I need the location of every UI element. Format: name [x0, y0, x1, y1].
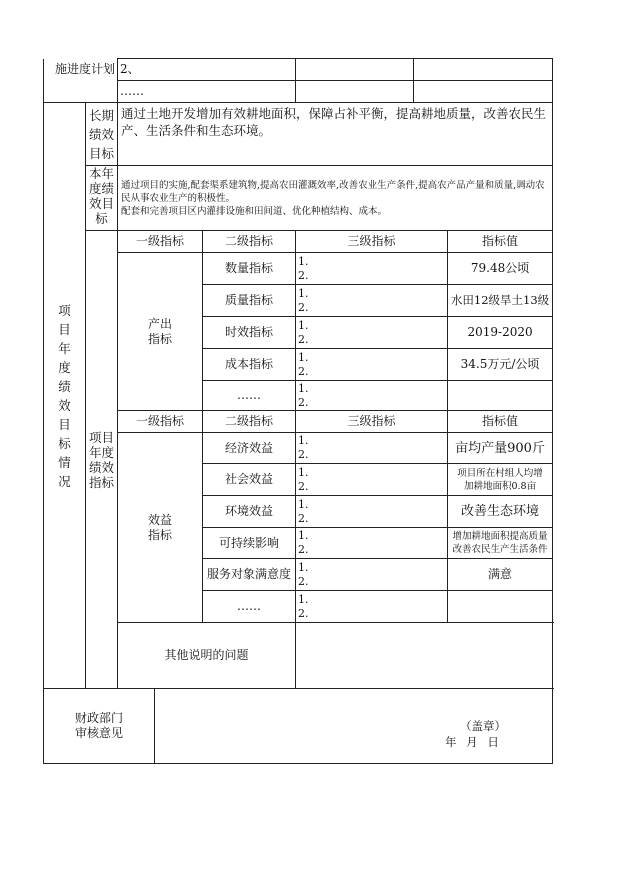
output-level2: 质量指标 [203, 285, 296, 317]
long-term-goal-text[interactable]: 通过土地开发增加有效耕地面积，保障占补平衡，提高耕地质量，改善农民生产、生活条件和生态环境。 [118, 103, 553, 166]
output-level3[interactable]: 1. 2. [296, 253, 448, 285]
schedule-label: 施进度计划 [44, 59, 118, 103]
output-level3[interactable]: 1. 2. [296, 285, 448, 317]
benefit-value[interactable]: 项目所在村组人均增加耕地面积0.8亩 [448, 464, 553, 496]
header-level1: 一级指标 [118, 411, 203, 433]
finance-review-field[interactable] [155, 689, 553, 764]
benefit-level3[interactable]: 1. 2. [296, 559, 448, 591]
output-value[interactable]: 34.5万元/公顷 [448, 349, 553, 381]
header-level1: 一级指标 [118, 231, 203, 253]
schedule-cell[interactable] [414, 81, 553, 103]
long-term-label: 长期绩效目标 [88, 108, 114, 161]
benefit-value[interactable]: 改善生态环境 [448, 496, 553, 528]
benefit-value[interactable]: 亩均产量900斤 [448, 433, 553, 464]
benefit-value[interactable]: 满意 [448, 559, 553, 591]
benefit-level2: 服务对象满意度 [203, 559, 296, 591]
output-level2: 成本指标 [203, 349, 296, 381]
this-year-label: 本年度绩效目标 [88, 166, 114, 226]
benefit-level2: 可持续影响 [203, 528, 296, 559]
output-level2: …… [203, 381, 296, 411]
benefit-level2: 社会效益 [203, 464, 296, 496]
long-term-label-cell [86, 103, 118, 166]
output-level2: 时效指标 [203, 317, 296, 349]
benefit-value[interactable] [448, 591, 553, 623]
date-text: 年 月 日 [445, 735, 502, 749]
benefit-level2: 经济效益 [203, 433, 296, 464]
output-value[interactable]: 水田12级旱土13级 [448, 285, 553, 317]
header-value: 指标值 [448, 231, 553, 253]
other-issues-field[interactable] [296, 623, 553, 689]
finance-label-line: 审核意见 [75, 726, 124, 740]
benefit-level2: 环境效益 [203, 496, 296, 528]
benefit-level3[interactable]: 1. 2. [296, 496, 448, 528]
output-value[interactable]: 79.48公顷 [448, 253, 553, 285]
schedule-cell[interactable] [296, 59, 414, 81]
output-value[interactable]: 2019-2020 [448, 317, 553, 349]
header-level2: 二级指标 [203, 411, 296, 433]
this-year-goal-text[interactable] [118, 166, 553, 231]
output-level3[interactable]: 1. 2. [296, 381, 448, 411]
benefit-level3[interactable]: 1. 2. [296, 433, 448, 464]
benefit-value[interactable]: 增加耕地面积提高质量改善农民生产生活条件 [448, 528, 553, 559]
output-value[interactable] [448, 381, 553, 411]
header-value: 指标值 [448, 411, 553, 433]
schedule-item-cell[interactable]: 2、 [118, 59, 296, 81]
benefit-level3[interactable]: 1. 2. [296, 528, 448, 559]
this-year-label-cell [86, 166, 118, 231]
benefit-level3[interactable]: 1. 2. [296, 464, 448, 496]
indicator-label: 项目年度绩效指标 [88, 429, 114, 490]
header-level3: 三级指标 [296, 411, 448, 433]
other-issues-label: 其他说明的问题 [118, 623, 296, 689]
benefit-level3[interactable]: 1. 2. [296, 591, 448, 623]
stamp-text: （盖章） [460, 719, 507, 733]
section-label-cell [44, 103, 86, 689]
output-level3[interactable]: 1. 2. [296, 349, 448, 381]
this-year-goal-line: 配套和完善项目区内灌排设施和田间道、优化种植结构、成本。 [121, 205, 388, 217]
finance-review-label [44, 689, 155, 764]
schedule-cell[interactable] [296, 81, 414, 103]
output-indicator-label: 产出指标 [118, 253, 203, 411]
header-level3: 三级指标 [296, 231, 448, 253]
output-level2: 数量指标 [203, 253, 296, 285]
output-level3[interactable]: 1. 2. [296, 317, 448, 349]
benefit-level2: …… [203, 591, 296, 623]
indicator-label-cell [86, 231, 118, 689]
benefit-indicator-label: 效益指标 [118, 433, 203, 623]
section-label: 项目年度绩效目标情况 [58, 302, 71, 489]
finance-label-line: 财政部门 [75, 711, 124, 725]
performance-goal-table [43, 58, 553, 764]
this-year-goal-line: 通过项目的实施,配套渠系建筑物,提高农田灌溉效率,改善农业生产条件,提高农产品产量和质量,调动农民从事农业生产的积极性。 [121, 179, 545, 204]
schedule-cell[interactable] [414, 59, 553, 81]
schedule-item-cell[interactable]: …… [118, 81, 296, 103]
header-level2: 二级指标 [203, 231, 296, 253]
